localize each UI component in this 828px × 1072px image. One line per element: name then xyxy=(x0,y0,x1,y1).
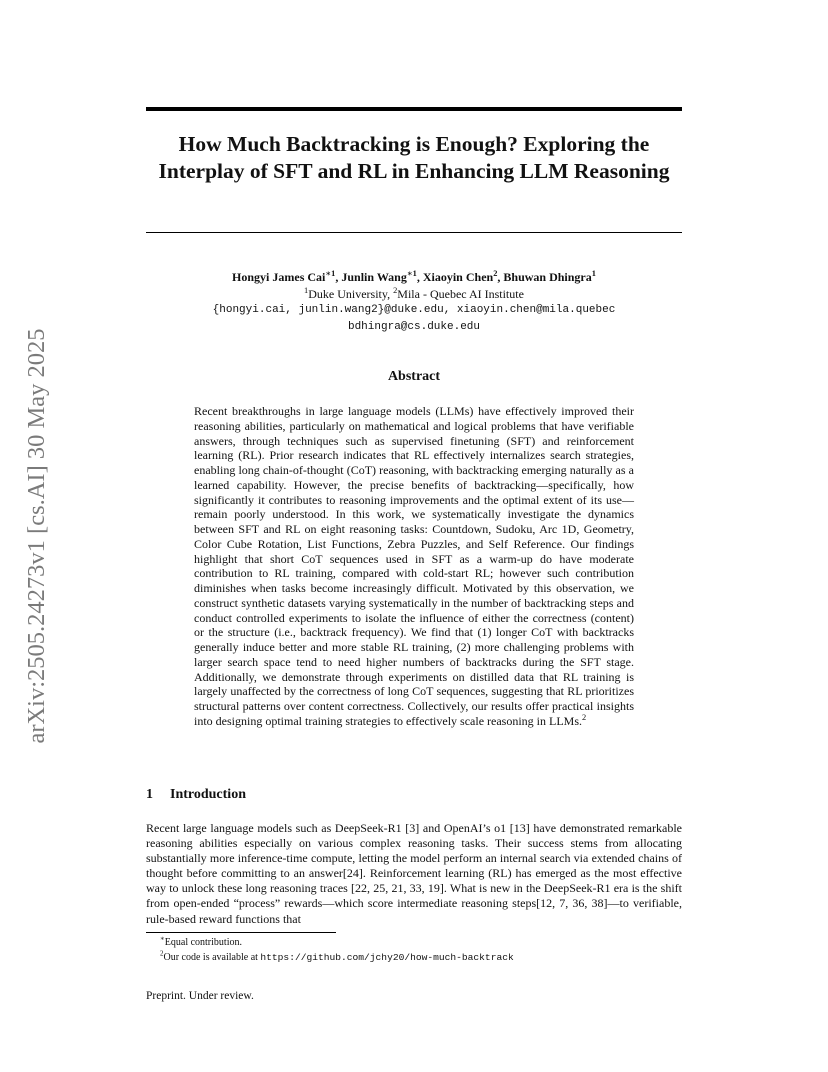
section-title: Introduction xyxy=(170,787,246,802)
footnote-rule xyxy=(146,932,336,933)
arxiv-identifier-stamp: arXiv:2505.24273v1 [cs.AI] 30 May 2025 xyxy=(23,328,50,744)
footnote-equal-contribution: ∗Equal contribution. xyxy=(160,934,242,948)
code-repository-link[interactable]: https://github.com/jchy20/how-much-backtrack xyxy=(260,952,514,963)
section-heading-introduction xyxy=(146,787,246,803)
section-number: 1 xyxy=(146,787,153,802)
page-footer: Preprint. Under review. xyxy=(146,990,254,1002)
paper-title: How Much Backtracking is Enough? Exploring the Interplay of SFT and RL in Enhancing LLM Reasoning xyxy=(158,132,670,183)
introduction-text: Recent large language models such as DeepSeek-R1 [3] and OpenAI’s o1 [13] have demonstrated remarkable reasoning abilities especially on various complex reasoning tasks. Their success stems from allocating substantially more inference-time compute, letting the model perform an internal search via extended chains of thought before committing to an answer[24]. Reinforcement learning (RL) has emerged as the most effective way to unlock these long reasoning traces [22, 25, 21, 33, 19]. What is new in the DeepSeek-R1 era is the shift from open-ended “process” rewards—which score intermediate reasoning steps[12, 7, 36, 38]—to verifiable, rule-based reward functions that xyxy=(146,821,682,926)
author-name: Hongyi James Cai xyxy=(232,270,326,284)
title-top-rule xyxy=(146,107,682,111)
author-emails-line-1: {hongyi.cai, junlin.wang2}@duke.edu, xiaoyin.chen@mila.quebec xyxy=(212,304,616,316)
author-name: Xiaoyin Chen xyxy=(422,270,494,284)
author-block xyxy=(146,269,682,335)
footnote-code-link: $^2$Our code is available at https://github.com/jchy20/how-much-backtrack xyxy=(160,949,514,963)
title-bottom-rule xyxy=(146,232,682,233)
author-name: Junlin Wang xyxy=(341,270,407,284)
footnote-mark: 2 xyxy=(582,712,587,722)
abstract-heading: Abstract xyxy=(387,369,441,384)
author-emails-line-2: bdhingra@cs.duke.edu xyxy=(347,320,481,333)
affiliation: Mila - Quebec AI Institute xyxy=(397,286,524,301)
abstract-text: Recent breakthroughs in large language models (LLMs) have effectively improved their reasoning abilities, particularly on mathematical and logical problems that have verifiable answers, through techniques such as supervised finetuning (SFT) and reinforcement learning (RL). Prior research indicates that RL effectively internalizes search strategies, enabling long chain-of-thought (CoT) reasoning, with backtracking emerging naturally as a learned capability. However, the precise benefits of backtracking—specifically, how significantly it contributes to reasoning improvements and the optimal extent of its use—remain poorly understood. In this work, we systematically investigate the dynamics between SFT and RL on eight reasoning tasks: Countdown, Sudoku, Arc 1D, Geometry, Color Cube Rotation, List Functions, Zebra Puzzles, and Self Reference. Our findings highlight that short CoT sequences used in SFT as a warm-up do have moderate contribution to RL training, compared with cold-start RL; however such contribution diminishes when tasks become increasingly difficult. Motivated by this observation, we construct synthetic datasets varying systematically in the number of backtracking steps and conduct controlled experiments to isolate the influence of either the correctness (content) or the structure (i.e., backtrack frequency). We find that (1) longer CoT with backtracks generally induce better and more stable RL training, (2) more challenging problems with larger search space tend to need higher numbers of backtracks during the SFT stage. Additionally, we demonstrate through experiments on distilled data that RL training is largely unaffected by the correctness of long CoT sequences, suggesting that RL prioritizes structural patterns over content correctness. Collectively, our results offer practical insights into designing optimal training strategies to effectively scale reasoning in LLMs.$^2$ xyxy=(194,404,634,728)
affiliation: Duke University xyxy=(308,286,388,301)
author-affiliations: $^1$Duke University, $^2$Mila - Quebec AI Institute xyxy=(304,285,524,301)
author-names: Hongyi James Cai$^{∗1}$, Junlin Wang$^{∗1}$, Xiaoyin Chen$^2$, Bhuwan Dhingra$^1$ xyxy=(232,269,596,284)
author-name: Bhuwan Dhingra xyxy=(503,270,592,284)
